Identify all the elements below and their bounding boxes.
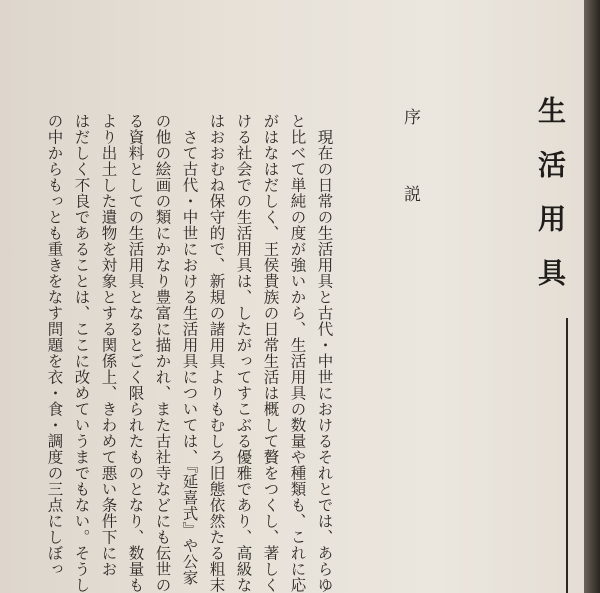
text-column: さて古代・中世における生活用具については、『延喜式』や公家 <box>180 113 199 586</box>
text-column: 現在の日常の生活用具と古代・中世におけるそれとでは、あらゆ <box>315 113 334 593</box>
text-column: はおおむね保守的で、新規の諸用具よりもむしろ旧態依然たる粗末 <box>207 113 226 593</box>
text-column: る資料としての生活用具となるとごく限られたものとなり、数量も <box>126 113 145 593</box>
text-column: の他の絵画の類にかなり豊富に描かれ、また古社寺などにも伝世の <box>153 113 172 593</box>
section-title: 序説 <box>400 108 420 262</box>
chapter-title: 生活用具 <box>534 96 567 312</box>
text-column: と比べて単純の度が強いから、生活用具の数量や種類も、これに応 <box>288 113 307 593</box>
text-column: の中からもっとも重きをなす問題を衣・食・調度の三点にしぼっ <box>45 113 64 577</box>
text-column: はだしく不良であることは、ここに改めていうまでもない。そうし <box>72 113 91 593</box>
text-column: がはなはだしく、王侯貴族の日常生活は概して贅をつくし、著しく <box>261 113 280 593</box>
page-edge-shadow <box>584 0 600 593</box>
chapter-rule <box>566 318 568 593</box>
text-column: より出土した遺物を対象とする関係上、きわめて悪い条件下にお <box>99 113 118 577</box>
text-column: ける社会での生活用具は、したがってすこぶる優雅であり、高級な <box>234 113 253 593</box>
